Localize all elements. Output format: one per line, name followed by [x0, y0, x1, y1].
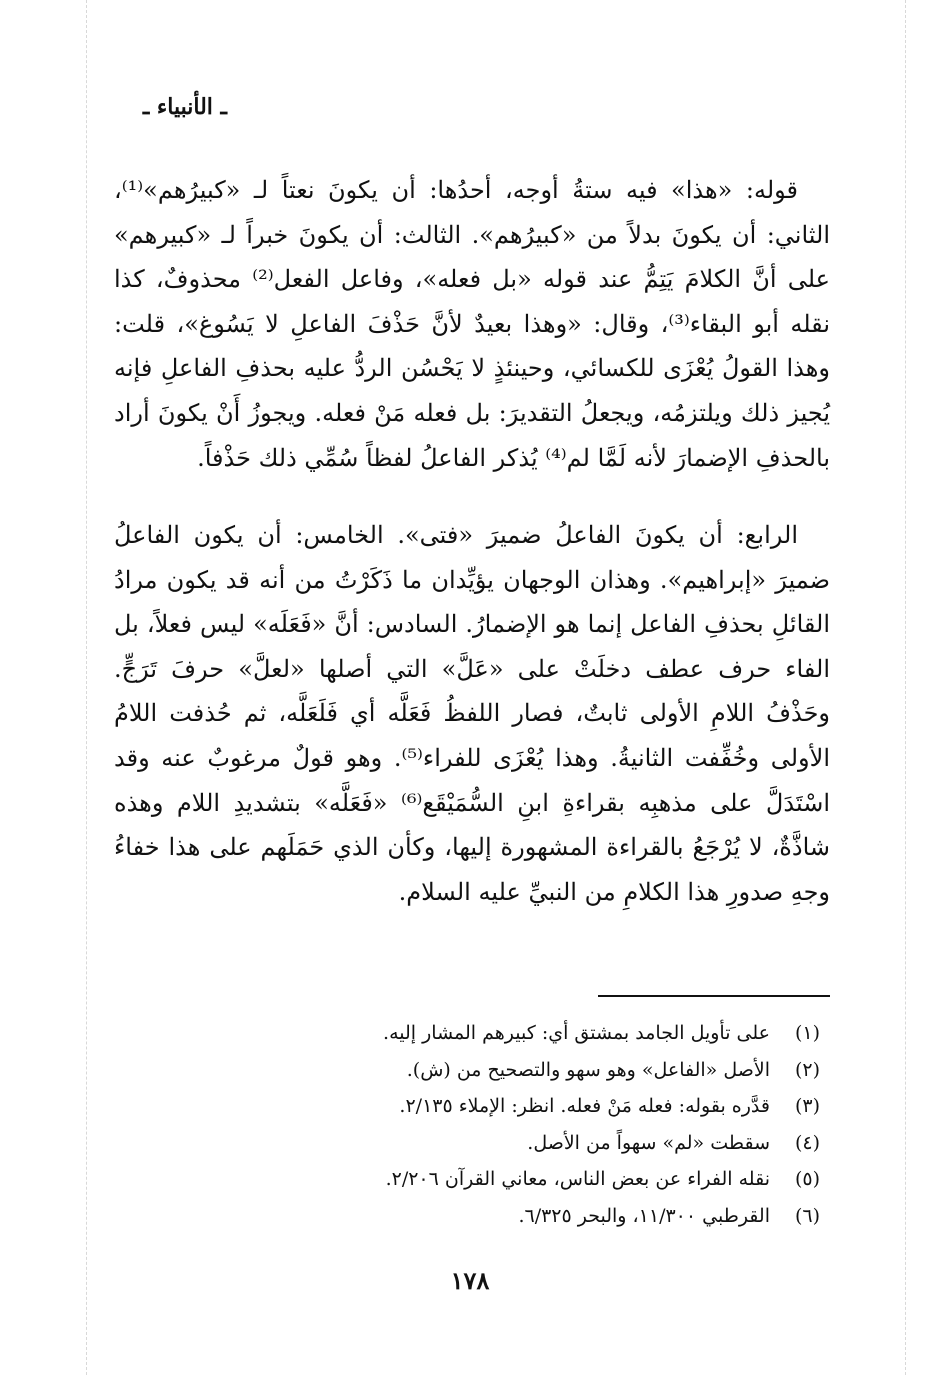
- footnote-text: قدَّره بقوله: فعله مَنْ فعله. انظر: الإملاء ٢/١٣٥.: [399, 1095, 770, 1117]
- footnote-number: (٤): [794, 1131, 820, 1154]
- footnote-item: [280, 1125, 820, 1162]
- paragraph-1: [114, 168, 830, 480]
- page-number: ١٧٨: [450, 1266, 490, 1295]
- footnote-text: نقله الفراء عن بعض الناس، معاني القرآن ٢/٢٠٦.: [385, 1168, 770, 1190]
- running-header: ـ الأنبياء ـ: [142, 94, 227, 120]
- scan-edge-left: [86, 0, 87, 1375]
- footnote-number: (٥): [794, 1168, 820, 1190]
- footnote-text: سقطت «لم» سهواً من الأصل.: [527, 1131, 770, 1154]
- footnotes-list: [280, 1015, 820, 1234]
- footnote-number: (٣): [794, 1095, 820, 1117]
- footnote-number: (٢): [794, 1058, 820, 1081]
- footnote-separator: [598, 995, 830, 997]
- footnote-item: [280, 1015, 820, 1052]
- footnote-item: [280, 1161, 820, 1198]
- footnote-item: [280, 1198, 820, 1235]
- footnote-number: (١): [794, 1022, 820, 1044]
- footnote-number: (٦): [794, 1204, 820, 1227]
- paragraph-text: قوله: «هذا» فيه ستةُ أوجه، أحدُها: أن يكونَ نعتاً لـ «كبيرُهم»⁽¹⁾، الثاني: أن يكونَ بدلاً من «كبيرُهم». الثالث: أن يكونَ خبراً لـ «كبيرهم» على أنَّ الكلامَ يَتِمُّ عند قوله «بل فعله»، وفاعل الفعل⁽²⁾ محذوفٌ، كذا نقله أبو البقاء⁽³⁾، وقال: «وهذا بعيدٌ لأنَّ حَذْفَ الفاعلِ لا يَسُوغ»، قلت: وهذا القولُ يُعْزَى للكسائي، وحينئذٍ لا يَحْسُن الردُّ عليه بحذفِ الفاعلِ فإنه يُجيز ذلك ويلتزمُه، ويجعلُ التقديرَ: بل فعله مَنْ فعله. ويجوزُ أَنْ يكونَ أراد بالحذفِ الإضمارَ لأنه لَمَّا لم⁽⁴⁾ يُذكر الفاعلُ لفظاً سُمِّي ذلك حَذْفاً.: [114, 176, 831, 472]
- paragraph-2: [114, 513, 830, 914]
- footnote-text: على تأويل الجامد بمشتق أي: كبيرهم المشار إليه.: [383, 1022, 770, 1044]
- footnote-item: [280, 1052, 820, 1089]
- paragraph-text: الرابع: أن يكونَ الفاعلُ ضميرَ «فتى». الخامس: أن يكون الفاعلُ ضميرَ «إبراهيم». وهذان الوجهان يؤيِّدان ما ذَكَرْتُ من أنه قد يكون مرادُ القائلِ بحذفِ الفاعل إنما هو الإضمارُ. السادس: أنَّ «فَعَلَه» ليس فعلاً، بل الفاء حرف عطف دخلَتْ على «عَلَّ» التي أصلها «لعلَّ» حرفَ تَرَجٍّ. وحَذْفُ اللامِ الأولى ثابتٌ، فصار اللفظُ فَعَلَّه أي فَلَعَلَّه، ثم حُذفت اللامُ الأولى وخُفِّفت الثانيةُ. وهذا يُعْزَى للفراء⁽⁵⁾. وهو قولٌ مرغوبٌ عنه وقد اسْتَدَلَّ على مذهبِه بقراءةِ ابنِ السُّمَيْقَع⁽⁶⁾ «فَعَلَّه» بتشديدِ اللام وهذه شاذَّةٌ، لا يُرْجَعُ بالقراءة المشهورة إليها، وكأن الذي حَمَلَهم على هذا خفاءُ وجهِ صدورِ هذا الكلامِ من النبيِّ عليه السلام.: [114, 521, 831, 906]
- scan-edge-right: [905, 0, 906, 1375]
- footnote-text: الأصل «الفاعل» وهو سهو والتصحيح من (ش).: [406, 1058, 770, 1081]
- footnote-text: القرطبي ١١/٣٠٠، والبحر ٦/٣٢٥.: [518, 1204, 770, 1227]
- footnote-item: [280, 1088, 820, 1125]
